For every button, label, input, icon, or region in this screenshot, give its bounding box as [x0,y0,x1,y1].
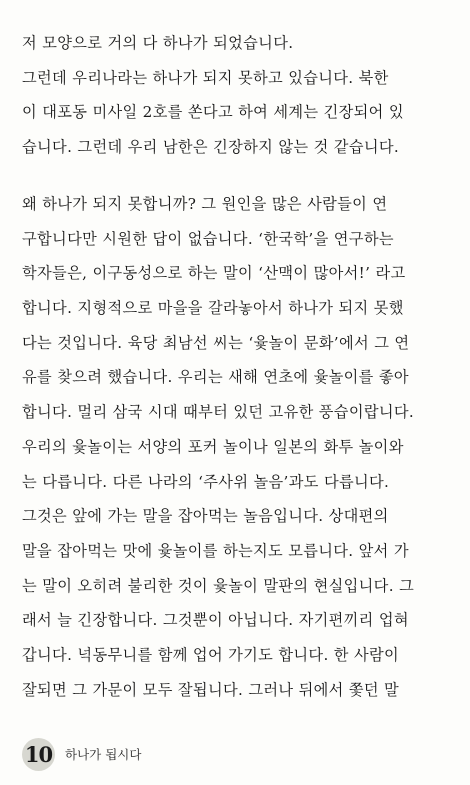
text-line: 그것은 앞에 가는 말을 잡아먹는 놀음입니다. 상대편의 [22,507,389,526]
text-line: 이 대포동 미사일 2호를 쏜다고 하여 세계는 긴장되어 있 [22,103,404,122]
text-line: 그런데 우리나라는 하나가 되지 못하고 있습니다. 북한 [22,68,389,87]
text-line: 습니다. 그런데 우리 남한은 긴장하지 않는 것 같습니다. [22,138,400,157]
text-line: 다는 것입니다. 육당 최남선 씨는 ‘윷놀이 문화’에서 그 연 [22,333,410,352]
text-line: 합니다. 지형적으로 마을을 갈라놓아서 하나가 되지 못했 [22,299,404,318]
text-line: 왜 하나가 되지 못합니까? 그 원인을 많은 사람들이 연 [22,195,388,213]
text-line: 는 말이 오히려 불리한 것이 윷놀이 말판의 현실입니다. 그 [22,576,415,595]
text-line: 는 다릅니다. 다른 나라의 ‘주사위 놀음’과도 다릅니다. [22,472,390,491]
running-title: 하나가 됩시다 [65,747,142,762]
text-line: 말을 잡아먹는 맛에 윷놀이를 하는지도 모릅니다. 앞서 가 [22,541,409,560]
text-line: 합니다. 멀리 삼국 시대 때부터 있던 고유한 풍습이랍니다. [22,403,415,422]
text-block-main [22,187,454,707]
page-number: 10 [22,738,55,771]
text-line: 래서 늘 긴장합니다. 그것뿐이 아닙니다. 자기편끼리 업혀 [22,611,409,630]
text-line: 우리의 윷놀이는 서양의 포커 놀이나 일본의 화투 놀이와 [22,437,404,456]
text-line: 학자들은, 이구동성으로 하는 말이 ‘산맥이 많아서!’ 라고 [22,264,406,283]
text-line: 잘되면 그 가문이 모두 잘됩니다. 그러나 뒤에서 쫓던 말 [22,680,400,699]
text-line: 저 모양으로 거의 다 하나가 되었습니다. [22,34,294,52]
text-line: 구합니다만 시원한 답이 없습니다. ‘한국학’을 연구하는 [22,229,394,248]
page-footer [22,737,141,771]
text-line: 갑니다. 넉동무니를 함께 업어 가기도 합니다. 한 사람이 [22,645,400,664]
text-block-top [22,26,454,165]
text-line: 유를 찾으려 했습니다. 우리는 새해 연초에 윷놀이를 좋아 [22,368,409,387]
